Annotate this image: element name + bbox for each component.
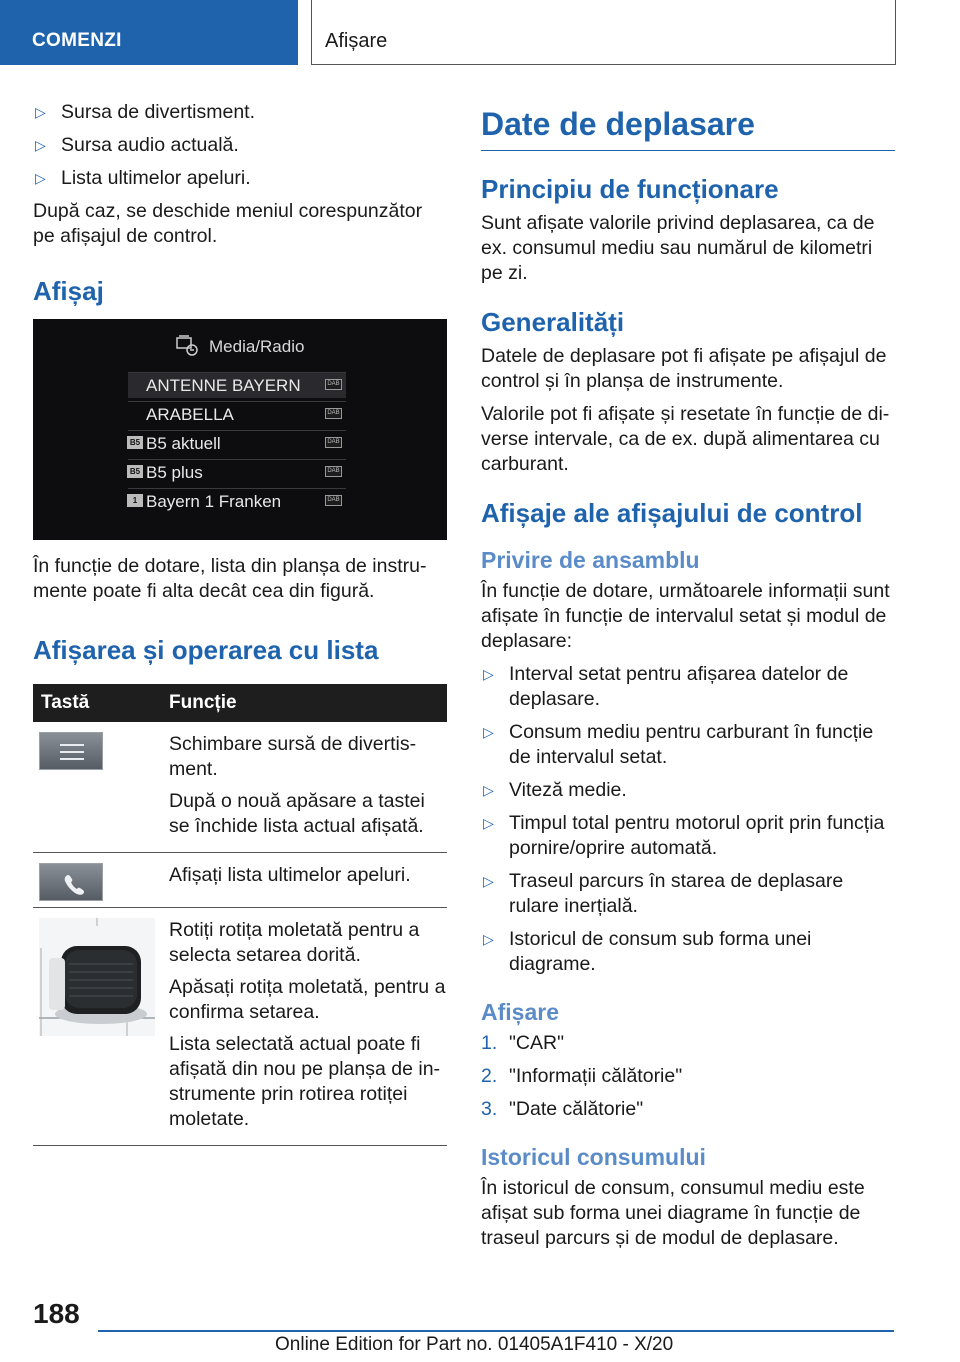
heading-afisaje: Afișaje ale afișajului de control <box>481 498 863 528</box>
list-icon <box>39 732 103 770</box>
media-radio-icon <box>175 335 199 357</box>
controller-knob-icon <box>39 918 155 1036</box>
list-item: ▷ Sursa audio actuală. <box>35 134 239 156</box>
triangle-bullet-icon: ▷ <box>35 137 46 153</box>
heading-privire: Privire de ansamblu <box>481 547 700 573</box>
dab-tag: DAB <box>325 437 342 448</box>
triangle-bullet-icon: ▷ <box>483 782 494 798</box>
table-header-functie: Funcție <box>155 684 447 722</box>
section-heading: Date de deplasare <box>481 104 895 151</box>
station-row: B5 aktuell <box>128 430 346 456</box>
triangle-bullet-icon: ▷ <box>483 815 494 831</box>
triangle-bullet-icon: ▷ <box>35 104 46 120</box>
list-item: ▷ Traseul parcurs în starea de deplasare rulare inerțială. <box>483 870 844 917</box>
station-row: ANTENNE BAYERN <box>128 372 346 398</box>
footer-divider <box>98 1330 894 1332</box>
station-row: ARABELLA <box>128 401 346 427</box>
paragraph: După caz, se deschide meniul corespunzător pe afișajul de control. <box>33 200 423 247</box>
edition-info: Online Edition for Part no. 01405A1F410 - X/20 <box>275 1334 674 1355</box>
station-row: Bayern 1 Franken <box>128 488 346 514</box>
station-logo: 1 <box>127 494 143 507</box>
station-logo: B5 <box>127 465 143 478</box>
heading-afisaj: Afișaj <box>33 276 104 306</box>
list-item: ▷ Viteză medie. <box>483 779 627 801</box>
station-logo: B5 <box>127 436 143 449</box>
table-row: Afișați lista ultimelor apeluri. <box>33 853 447 908</box>
section-tab <box>0 0 298 65</box>
triangle-bullet-icon: ▷ <box>483 931 494 947</box>
heading-principiu: Principiu de funcționare <box>481 174 779 204</box>
dab-tag: DAB <box>325 466 342 477</box>
chapter-title: Afișare <box>325 30 388 52</box>
triangle-bullet-icon: ▷ <box>35 170 46 186</box>
list-item: ▷ Istoricul de consum sub forma unei diagrame. <box>483 928 812 975</box>
chapter-header <box>311 0 896 65</box>
media-radio-screenshot <box>33 319 447 540</box>
list-item: ▷ Timpul total pentru motorul oprit prin funcția pornire/oprire automată. <box>483 812 885 859</box>
heading-generalitati: Generalități <box>481 307 625 337</box>
step-item: 2. "Informații călătorie" <box>481 1065 683 1087</box>
page-number: 188 <box>33 1298 80 1329</box>
right-column <box>481 102 895 1259</box>
paragraph: Sunt afișate valorile privind deplasarea, ca de ex. consumul mediu sau numărul de kilometri pe zi. <box>481 212 875 284</box>
figure-caption: În funcție de dotare, lista din planșa de instrumente poate fi alta decât cea din figură. <box>33 555 427 602</box>
paragraph: Valorile pot fi afișate și resetate în funcție de diverse intervale, ca de ex. după alimentarea cu carburant. <box>481 403 890 475</box>
left-column <box>33 100 447 1146</box>
key-function-table <box>33 684 447 1146</box>
triangle-bullet-icon: ▷ <box>483 666 494 682</box>
paragraph: În funcție de dotare, următoarele informații sunt afișate în funcție de intervalul setat și modul de deplasare: <box>481 580 890 652</box>
dab-tag: DAB <box>325 408 342 419</box>
list-item: ▷ Interval setat pentru afișarea datelor de deplasare. <box>483 663 849 710</box>
triangle-bullet-icon: ▷ <box>483 873 494 889</box>
phone-icon <box>39 863 103 901</box>
screen-title: Media/Radio <box>209 337 305 356</box>
paragraph: În istoricul de consum, consumul mediu este afișat sub forma unei diagrame în funcție de traseul parcurs și de modul de deplasare. <box>481 1177 865 1249</box>
station-row: B5 plus <box>128 459 346 485</box>
list-item: ▷ Sursa de divertisment. <box>35 101 256 123</box>
table-header-tasta: Tastă <box>33 684 155 722</box>
heading-afisare: Afișare <box>481 999 559 1025</box>
section-title: COMENZI <box>32 30 122 51</box>
paragraph: Datele de deplasare pot fi afișate pe afișajul de control și în planșa de instrumente. <box>481 345 887 392</box>
list-item: ▷ Consum mediu pentru carburant în funcție de intervalul setat. <box>483 721 874 768</box>
dab-tag: DAB <box>325 379 342 390</box>
step-item: 3. "Date călătorie" <box>481 1098 644 1120</box>
table-row: Rotiți rotița moletată pentru a selecta setarea dorită. Apăsați rotița moletată, pentru a confirma setarea. Lista selectată actual poate fi afișată din nou pe planșa de instrumente prin rotirea rotiței moletate. <box>33 908 447 1146</box>
table-row: Schimbare sursă de divertisment. După o nouă apăsare a tastei se închide lista actual afișată. <box>33 722 447 853</box>
heading-operare: Afișarea și operarea cu lista <box>33 635 379 665</box>
heading-istoric: Istoricul consumului <box>481 1144 706 1170</box>
dab-tag: DAB <box>325 495 342 506</box>
list-item: ▷ Lista ultimelor apeluri. <box>35 167 251 189</box>
triangle-bullet-icon: ▷ <box>483 724 494 740</box>
step-item: 1. "CAR" <box>481 1032 565 1054</box>
